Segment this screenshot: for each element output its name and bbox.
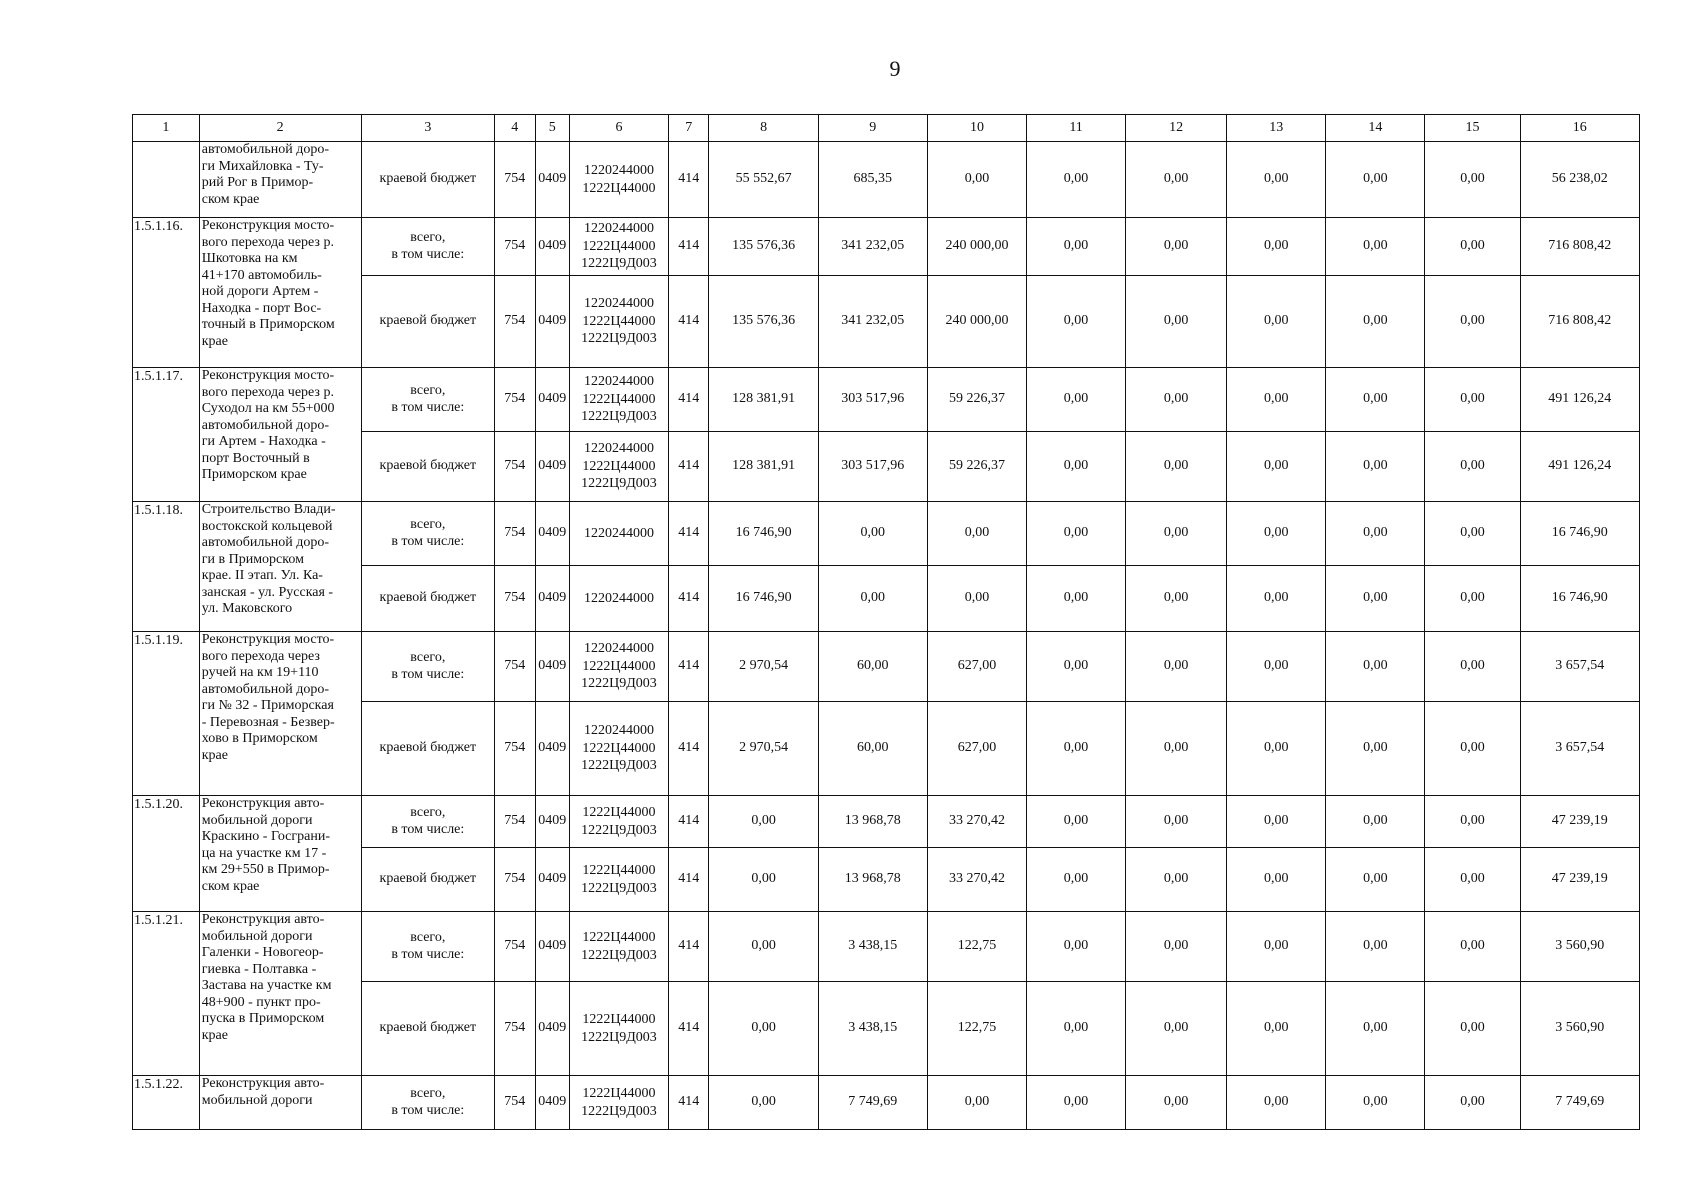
year-value: 341 232,05 bbox=[818, 218, 927, 276]
expense-type-code: 414 bbox=[669, 432, 709, 502]
year-value: 0,00 bbox=[1126, 502, 1227, 566]
year-value: 0,00 bbox=[1425, 566, 1520, 632]
item-number: 1.5.1.20. bbox=[133, 796, 200, 912]
year-value: 0,00 bbox=[1425, 218, 1520, 276]
year-value: 0,00 bbox=[1027, 276, 1126, 368]
year-value: 0,00 bbox=[818, 502, 927, 566]
year-value: 0,00 bbox=[1126, 142, 1227, 218]
table-row bbox=[133, 368, 1640, 432]
year-value: 0,00 bbox=[1027, 796, 1126, 848]
year-value: 0,00 bbox=[709, 796, 818, 848]
year-value: 0,00 bbox=[1126, 848, 1227, 912]
funding-source: всего, в том числе: bbox=[361, 912, 495, 982]
funding-source: краевой бюджет bbox=[361, 982, 495, 1076]
total-value: 56 238,02 bbox=[1520, 142, 1639, 218]
target-article-code: 1220244000 1222Ц44000 1222Ц9Д003 bbox=[569, 218, 668, 276]
target-article-code: 1220244000 1222Ц44000 1222Ц9Д003 bbox=[569, 368, 668, 432]
year-value: 122,75 bbox=[927, 982, 1026, 1076]
year-value: 0,00 bbox=[1027, 912, 1126, 982]
total-value: 3 657,54 bbox=[1520, 632, 1639, 702]
year-value: 0,00 bbox=[1126, 632, 1227, 702]
ministry-code: 754 bbox=[495, 848, 535, 912]
column-header: 14 bbox=[1326, 115, 1425, 142]
year-value: 0,00 bbox=[1126, 982, 1227, 1076]
expense-type-code: 414 bbox=[669, 368, 709, 432]
year-value: 0,00 bbox=[1326, 566, 1425, 632]
year-value: 7 749,69 bbox=[818, 1076, 927, 1130]
item-name: Реконструкция авто- мобильной дороги Краскино - Госграни- ца на участке км 17 - км 29+550 в Примор- ском крае bbox=[199, 796, 361, 912]
column-header: 12 bbox=[1126, 115, 1227, 142]
item-name: Реконструкция мосто- вого перехода через ручей на км 19+110 автомобильной доро- ги № 32 - Приморская - Перевозная - Безвер- хово в Приморском крае bbox=[199, 632, 361, 796]
section-code: 0409 bbox=[535, 982, 569, 1076]
section-code: 0409 bbox=[535, 1076, 569, 1130]
item-name: Реконструкция авто- мобильной дороги bbox=[199, 1076, 361, 1130]
funding-source: всего, в том числе: bbox=[361, 632, 495, 702]
ministry-code: 754 bbox=[495, 276, 535, 368]
funding-source: всего, в том числе: bbox=[361, 1076, 495, 1130]
section-code: 0409 bbox=[535, 702, 569, 796]
column-header: 10 bbox=[927, 115, 1026, 142]
ministry-code: 754 bbox=[495, 218, 535, 276]
total-value: 3 560,90 bbox=[1520, 982, 1639, 1076]
year-value: 128 381,91 bbox=[709, 368, 818, 432]
year-value: 16 746,90 bbox=[709, 566, 818, 632]
section-code: 0409 bbox=[535, 632, 569, 702]
year-value: 0,00 bbox=[709, 848, 818, 912]
year-value: 122,75 bbox=[927, 912, 1026, 982]
expense-type-code: 414 bbox=[669, 218, 709, 276]
year-value: 60,00 bbox=[818, 702, 927, 796]
column-header: 1 bbox=[133, 115, 200, 142]
total-value: 716 808,42 bbox=[1520, 276, 1639, 368]
year-value: 0,00 bbox=[1027, 1076, 1126, 1130]
table-row bbox=[133, 796, 1640, 848]
year-value: 0,00 bbox=[1027, 702, 1126, 796]
year-value: 0,00 bbox=[1326, 1076, 1425, 1130]
column-header: 13 bbox=[1227, 115, 1326, 142]
total-value: 47 239,19 bbox=[1520, 796, 1639, 848]
item-name: Реконструкция мосто- вого перехода через р. Шкотовка на км 41+170 автомобиль- ной дороги Артем - Находка - порт Вос- точный в Приморском крае bbox=[199, 218, 361, 368]
year-value: 0,00 bbox=[1326, 848, 1425, 912]
item-number: 1.5.1.19. bbox=[133, 632, 200, 796]
year-value: 0,00 bbox=[1126, 912, 1227, 982]
expense-type-code: 414 bbox=[669, 982, 709, 1076]
column-header: 4 bbox=[495, 115, 535, 142]
table-row bbox=[133, 912, 1640, 982]
ministry-code: 754 bbox=[495, 796, 535, 848]
item-number: 1.5.1.16. bbox=[133, 218, 200, 368]
section-code: 0409 bbox=[535, 796, 569, 848]
year-value: 0,00 bbox=[1425, 848, 1520, 912]
table-row bbox=[133, 218, 1640, 276]
year-value: 13 968,78 bbox=[818, 848, 927, 912]
funding-source: краевой бюджет bbox=[361, 848, 495, 912]
item-number: 1.5.1.17. bbox=[133, 368, 200, 502]
year-value: 0,00 bbox=[1326, 276, 1425, 368]
funding-source: краевой бюджет bbox=[361, 432, 495, 502]
year-value: 0,00 bbox=[1126, 1076, 1227, 1130]
column-header: 16 bbox=[1520, 115, 1639, 142]
year-value: 341 232,05 bbox=[818, 276, 927, 368]
year-value: 0,00 bbox=[1027, 982, 1126, 1076]
expense-type-code: 414 bbox=[669, 632, 709, 702]
budget-table bbox=[132, 114, 1640, 1130]
funding-source: всего, в том числе: bbox=[361, 368, 495, 432]
ministry-code: 754 bbox=[495, 982, 535, 1076]
year-value: 0,00 bbox=[1227, 566, 1326, 632]
year-value: 0,00 bbox=[1326, 702, 1425, 796]
total-value: 16 746,90 bbox=[1520, 566, 1639, 632]
year-value: 0,00 bbox=[1227, 702, 1326, 796]
column-header: 7 bbox=[669, 115, 709, 142]
year-value: 135 576,36 bbox=[709, 218, 818, 276]
column-header: 11 bbox=[1027, 115, 1126, 142]
year-value: 0,00 bbox=[1326, 982, 1425, 1076]
table-body bbox=[133, 115, 1640, 1130]
total-value: 3 560,90 bbox=[1520, 912, 1639, 982]
item-name: автомобильной доро- ги Михайловка - Ту- рий Рог в Примор- ском крае bbox=[199, 142, 361, 218]
column-header: 9 bbox=[818, 115, 927, 142]
item-name: Реконструкция авто- мобильной дороги Галенки - Новогеор- гиевка - Полтавка - Застава на участке км 48+900 - пункт про- пуска в Приморском крае bbox=[199, 912, 361, 1076]
year-value: 0,00 bbox=[1425, 276, 1520, 368]
year-value: 0,00 bbox=[1326, 218, 1425, 276]
expense-type-code: 414 bbox=[669, 848, 709, 912]
expense-type-code: 414 bbox=[669, 142, 709, 218]
year-value: 0,00 bbox=[1227, 796, 1326, 848]
total-value: 491 126,24 bbox=[1520, 432, 1639, 502]
section-code: 0409 bbox=[535, 848, 569, 912]
year-value: 16 746,90 bbox=[709, 502, 818, 566]
year-value: 303 517,96 bbox=[818, 432, 927, 502]
year-value: 59 226,37 bbox=[927, 432, 1026, 502]
expense-type-code: 414 bbox=[669, 912, 709, 982]
section-code: 0409 bbox=[535, 218, 569, 276]
year-value: 0,00 bbox=[709, 912, 818, 982]
year-value: 2 970,54 bbox=[709, 632, 818, 702]
year-value: 0,00 bbox=[1326, 796, 1425, 848]
expense-type-code: 414 bbox=[669, 502, 709, 566]
funding-source: краевой бюджет bbox=[361, 142, 495, 218]
table-row bbox=[133, 502, 1640, 566]
section-code: 0409 bbox=[535, 566, 569, 632]
year-value: 0,00 bbox=[1126, 432, 1227, 502]
year-value: 0,00 bbox=[1227, 276, 1326, 368]
total-value: 7 749,69 bbox=[1520, 1076, 1639, 1130]
year-value: 33 270,42 bbox=[927, 848, 1026, 912]
item-number bbox=[133, 142, 200, 218]
year-value: 685,35 bbox=[818, 142, 927, 218]
target-article-code: 1220244000 1222Ц44000 1222Ц9Д003 bbox=[569, 702, 668, 796]
year-value: 128 381,91 bbox=[709, 432, 818, 502]
year-value: 627,00 bbox=[927, 702, 1026, 796]
section-code: 0409 bbox=[535, 276, 569, 368]
expense-type-code: 414 bbox=[669, 276, 709, 368]
year-value: 0,00 bbox=[1027, 566, 1126, 632]
column-header: 2 bbox=[199, 115, 361, 142]
year-value: 0,00 bbox=[1126, 368, 1227, 432]
item-number: 1.5.1.18. bbox=[133, 502, 200, 632]
section-code: 0409 bbox=[535, 432, 569, 502]
year-value: 0,00 bbox=[1227, 142, 1326, 218]
year-value: 627,00 bbox=[927, 632, 1026, 702]
header-row bbox=[133, 115, 1640, 142]
column-header: 15 bbox=[1425, 115, 1520, 142]
total-value: 3 657,54 bbox=[1520, 702, 1639, 796]
funding-source: краевой бюджет bbox=[361, 702, 495, 796]
column-header: 6 bbox=[569, 115, 668, 142]
target-article-code: 1220244000 bbox=[569, 566, 668, 632]
year-value: 2 970,54 bbox=[709, 702, 818, 796]
target-article-code: 1222Ц44000 1222Ц9Д003 bbox=[569, 848, 668, 912]
section-code: 0409 bbox=[535, 142, 569, 218]
year-value: 0,00 bbox=[1326, 502, 1425, 566]
year-value: 0,00 bbox=[1227, 368, 1326, 432]
total-value: 491 126,24 bbox=[1520, 368, 1639, 432]
target-article-code: 1222Ц44000 1222Ц9Д003 bbox=[569, 982, 668, 1076]
year-value: 0,00 bbox=[1425, 982, 1520, 1076]
target-article-code: 1222Ц44000 1222Ц9Д003 bbox=[569, 912, 668, 982]
year-value: 240 000,00 bbox=[927, 276, 1026, 368]
year-value: 303 517,96 bbox=[818, 368, 927, 432]
column-header: 3 bbox=[361, 115, 495, 142]
year-value: 0,00 bbox=[1425, 432, 1520, 502]
funding-source: краевой бюджет bbox=[361, 566, 495, 632]
year-value: 0,00 bbox=[709, 1076, 818, 1130]
year-value: 13 968,78 bbox=[818, 796, 927, 848]
ministry-code: 754 bbox=[495, 1076, 535, 1130]
year-value: 0,00 bbox=[927, 1076, 1026, 1130]
column-header: 5 bbox=[535, 115, 569, 142]
year-value: 0,00 bbox=[1027, 432, 1126, 502]
target-article-code: 1220244000 1222Ц44000 bbox=[569, 142, 668, 218]
target-article-code: 1220244000 1222Ц44000 1222Ц9Д003 bbox=[569, 276, 668, 368]
year-value: 33 270,42 bbox=[927, 796, 1026, 848]
year-value: 0,00 bbox=[1027, 502, 1126, 566]
expense-type-code: 414 bbox=[669, 796, 709, 848]
item-name: Реконструкция мосто- вого перехода через р. Суходол на км 55+000 автомобильной доро- ги Артем - Находка - порт Восточный в Приморском крае bbox=[199, 368, 361, 502]
ministry-code: 754 bbox=[495, 566, 535, 632]
year-value: 0,00 bbox=[1227, 912, 1326, 982]
total-value: 16 746,90 bbox=[1520, 502, 1639, 566]
year-value: 0,00 bbox=[1326, 912, 1425, 982]
funding-source: краевой бюджет bbox=[361, 276, 495, 368]
ministry-code: 754 bbox=[495, 632, 535, 702]
section-code: 0409 bbox=[535, 912, 569, 982]
ministry-code: 754 bbox=[495, 912, 535, 982]
year-value: 0,00 bbox=[1027, 632, 1126, 702]
year-value: 0,00 bbox=[1425, 142, 1520, 218]
year-value: 0,00 bbox=[927, 502, 1026, 566]
year-value: 0,00 bbox=[1227, 848, 1326, 912]
year-value: 0,00 bbox=[1326, 432, 1425, 502]
year-value: 0,00 bbox=[1425, 912, 1520, 982]
year-value: 0,00 bbox=[1425, 702, 1520, 796]
year-value: 59 226,37 bbox=[927, 368, 1026, 432]
year-value: 0,00 bbox=[1425, 502, 1520, 566]
year-value: 3 438,15 bbox=[818, 912, 927, 982]
ministry-code: 754 bbox=[495, 432, 535, 502]
table-row bbox=[133, 632, 1640, 702]
item-number: 1.5.1.21. bbox=[133, 912, 200, 1076]
year-value: 60,00 bbox=[818, 632, 927, 702]
year-value: 0,00 bbox=[1027, 848, 1126, 912]
ministry-code: 754 bbox=[495, 702, 535, 796]
ministry-code: 754 bbox=[495, 142, 535, 218]
year-value: 135 576,36 bbox=[709, 276, 818, 368]
expense-type-code: 414 bbox=[669, 1076, 709, 1130]
expense-type-code: 414 bbox=[669, 702, 709, 796]
year-value: 0,00 bbox=[1227, 1076, 1326, 1130]
item-name: Строительство Влади- востокской кольцевой автомобильной доро- ги в Приморском крае. II этап. Ул. Ка- занская - ул. Русская - ул. Маковского bbox=[199, 502, 361, 632]
year-value: 0,00 bbox=[1126, 566, 1227, 632]
item-number: 1.5.1.22. bbox=[133, 1076, 200, 1130]
year-value: 0,00 bbox=[1425, 368, 1520, 432]
column-header: 8 bbox=[709, 115, 818, 142]
ministry-code: 754 bbox=[495, 502, 535, 566]
year-value: 0,00 bbox=[1425, 632, 1520, 702]
year-value: 0,00 bbox=[1126, 702, 1227, 796]
target-article-code: 1220244000 1222Ц44000 1222Ц9Д003 bbox=[569, 632, 668, 702]
year-value: 0,00 bbox=[1126, 218, 1227, 276]
table-row bbox=[133, 1076, 1640, 1130]
year-value: 0,00 bbox=[1227, 502, 1326, 566]
table-row bbox=[133, 142, 1640, 218]
target-article-code: 1222Ц44000 1222Ц9Д003 bbox=[569, 796, 668, 848]
funding-source: всего, в том числе: bbox=[361, 796, 495, 848]
section-code: 0409 bbox=[535, 502, 569, 566]
funding-source: всего, в том числе: bbox=[361, 218, 495, 276]
year-value: 0,00 bbox=[1227, 982, 1326, 1076]
page-number: 9 bbox=[889, 56, 901, 81]
year-value: 0,00 bbox=[1027, 218, 1126, 276]
expense-type-code: 414 bbox=[669, 566, 709, 632]
year-value: 3 438,15 bbox=[818, 982, 927, 1076]
year-value: 0,00 bbox=[1227, 218, 1326, 276]
year-value: 0,00 bbox=[709, 982, 818, 1076]
year-value: 0,00 bbox=[927, 566, 1026, 632]
year-value: 0,00 bbox=[1326, 368, 1425, 432]
target-article-code: 1220244000 bbox=[569, 502, 668, 566]
ministry-code: 754 bbox=[495, 368, 535, 432]
year-value: 0,00 bbox=[1425, 1076, 1520, 1130]
year-value: 55 552,67 bbox=[709, 142, 818, 218]
year-value: 0,00 bbox=[1126, 796, 1227, 848]
year-value: 0,00 bbox=[818, 566, 927, 632]
year-value: 0,00 bbox=[1227, 632, 1326, 702]
year-value: 0,00 bbox=[1326, 142, 1425, 218]
target-article-code: 1220244000 1222Ц44000 1222Ц9Д003 bbox=[569, 432, 668, 502]
total-value: 716 808,42 bbox=[1520, 218, 1639, 276]
year-value: 0,00 bbox=[927, 142, 1026, 218]
year-value: 0,00 bbox=[1027, 142, 1126, 218]
section-code: 0409 bbox=[535, 368, 569, 432]
year-value: 0,00 bbox=[1027, 368, 1126, 432]
year-value: 240 000,00 bbox=[927, 218, 1026, 276]
total-value: 47 239,19 bbox=[1520, 848, 1639, 912]
year-value: 0,00 bbox=[1126, 276, 1227, 368]
year-value: 0,00 bbox=[1227, 432, 1326, 502]
year-value: 0,00 bbox=[1326, 632, 1425, 702]
year-value: 0,00 bbox=[1425, 796, 1520, 848]
funding-source: всего, в том числе: bbox=[361, 502, 495, 566]
target-article-code: 1222Ц44000 1222Ц9Д003 bbox=[569, 1076, 668, 1130]
